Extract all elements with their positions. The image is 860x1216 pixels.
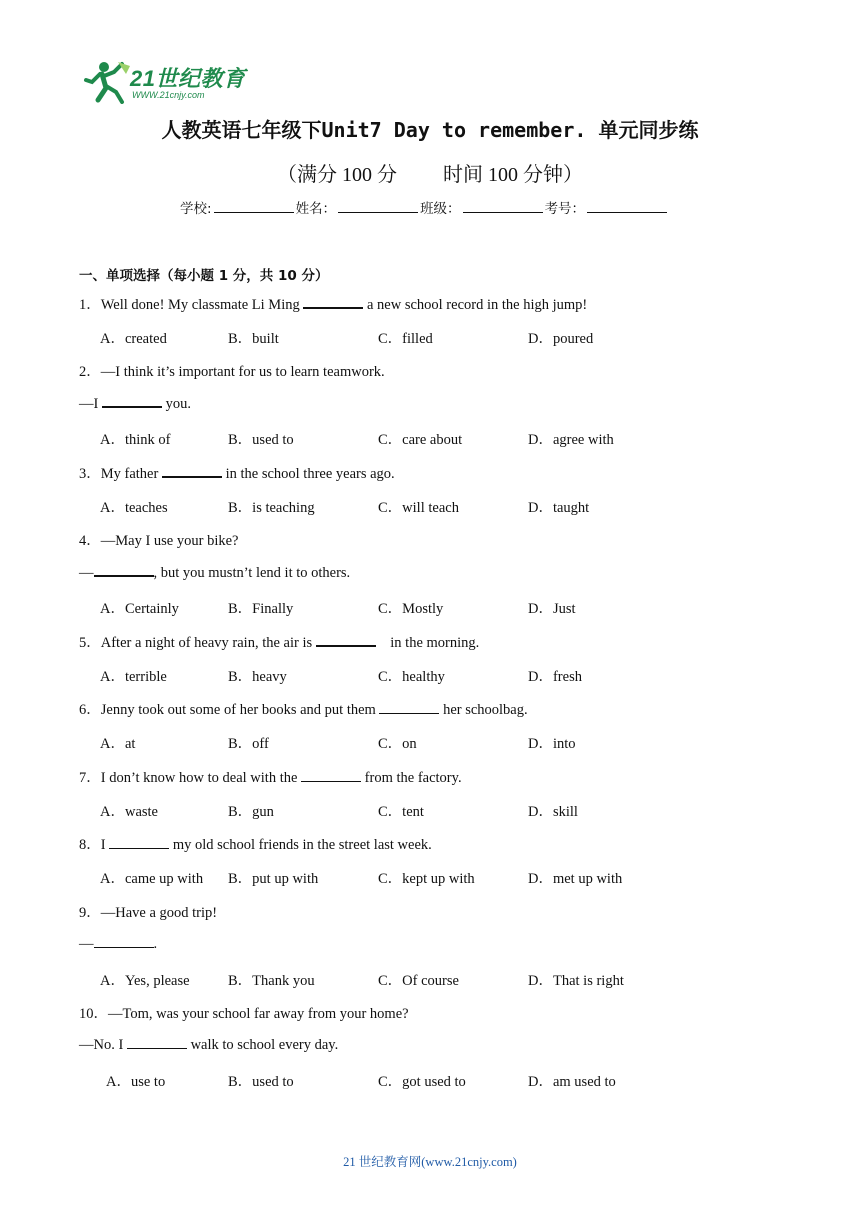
question-text: my old school friends in the street last week. <box>169 837 432 853</box>
answer-option[interactable]: A．created <box>100 331 167 347</box>
name-label: 姓名： <box>295 201 337 217</box>
question-text: you. <box>161 396 191 412</box>
answer-option[interactable]: A．at <box>100 736 136 752</box>
answer-option[interactable]: D．am used to <box>528 1074 616 1090</box>
question-text: in the morning. <box>375 635 480 651</box>
answer-blank[interactable] <box>316 633 376 647</box>
logo-url: WWW.21cnjy.com <box>132 90 205 100</box>
question-text: 3．My father <box>79 466 162 482</box>
question-text: —I <box>79 396 102 412</box>
question-line <box>79 394 191 413</box>
answer-option[interactable]: D．That is right <box>528 973 624 989</box>
answer-blank[interactable] <box>301 769 361 782</box>
exam-meta <box>0 158 860 187</box>
question-text: 9．—Have a good trip! <box>79 905 218 921</box>
question-text: walk to school every day. <box>186 1037 339 1053</box>
answer-option[interactable]: D．agree with <box>528 432 614 448</box>
class-field[interactable] <box>463 198 543 213</box>
question-text: in the school three years ago. <box>221 466 395 482</box>
question-line <box>79 529 238 550</box>
number-field[interactable] <box>587 198 667 213</box>
answer-option[interactable]: C．Mostly <box>378 601 444 617</box>
question-text: 1．Well done! My classmate Li Ming <box>79 297 304 313</box>
question-text: — <box>79 565 94 581</box>
answer-blank[interactable] <box>94 935 154 948</box>
answer-blank[interactable] <box>162 464 222 478</box>
answer-option[interactable]: A．Yes, please <box>100 973 190 989</box>
answer-option[interactable]: C．healthy <box>378 669 445 685</box>
question-line <box>79 833 432 854</box>
answer-blank[interactable] <box>127 1036 187 1049</box>
question-text: 8．I <box>79 837 110 853</box>
answer-option[interactable]: B．built <box>228 331 279 347</box>
answer-option[interactable]: D．poured <box>528 331 594 347</box>
logo-brand: 21世纪教育 <box>130 66 246 91</box>
answer-option[interactable]: B．put up with <box>228 871 319 887</box>
question-line <box>79 631 479 652</box>
answer-option[interactable]: D．met up with <box>528 871 623 887</box>
footer: 21 世纪教育网(www.21cnjy.com) <box>343 1155 517 1169</box>
answer-option[interactable]: A．waste <box>100 804 158 820</box>
answer-option[interactable]: C．will teach <box>378 500 459 516</box>
answer-option[interactable]: B．is teaching <box>228 500 315 516</box>
answer-option[interactable]: C．filled <box>378 331 433 347</box>
question-text: — <box>79 936 94 952</box>
question-text: 5．After a night of heavy rain, the air is <box>79 635 316 651</box>
answer-option[interactable]: C．kept up with <box>378 871 475 887</box>
answer-option[interactable]: D．taught <box>528 500 590 516</box>
runner-logo-icon <box>82 60 132 104</box>
answer-blank[interactable] <box>303 295 363 309</box>
answer-option[interactable]: B．used to <box>228 432 294 448</box>
question-text: —No. I <box>79 1037 127 1053</box>
answer-option[interactable]: C．got used to <box>378 1074 466 1090</box>
question-line <box>79 1036 338 1054</box>
question-line <box>79 462 395 483</box>
question-text: a new school record in the high jump! <box>363 297 588 313</box>
answer-option[interactable]: B．gun <box>228 804 274 820</box>
answer-option[interactable]: A．Certainly <box>100 601 179 617</box>
answer-option[interactable]: D．Just <box>528 601 576 617</box>
answer-option[interactable]: B．Thank you <box>228 973 315 989</box>
answer-option[interactable]: B．Finally <box>228 601 294 617</box>
answer-blank[interactable] <box>94 563 154 577</box>
answer-option[interactable]: A．use to <box>106 1074 166 1090</box>
question-line <box>79 293 587 314</box>
school-label: 学校: <box>180 201 212 217</box>
time-label: 时间 100 分钟） <box>443 164 583 186</box>
question-text: 4．—May I use your bike? <box>79 533 239 549</box>
logo <box>82 60 252 106</box>
answer-option[interactable]: B．used to <box>228 1074 294 1090</box>
question-text: 7．I don’t know how to deal with the <box>79 770 302 786</box>
question-line <box>79 901 217 922</box>
question-text: from the factory. <box>361 770 462 786</box>
section-heading: 一、单项选择（每小题 1 分，共 10 分） <box>79 268 329 284</box>
question-text: 6．Jenny took out some of her books and put them <box>79 702 380 718</box>
question-line <box>79 935 157 953</box>
student-info-row <box>180 197 669 217</box>
answer-option[interactable]: D．into <box>528 736 576 752</box>
answer-option[interactable]: C．on <box>378 736 417 752</box>
class-label: 班级： <box>420 201 461 217</box>
answer-option[interactable]: D．skill <box>528 804 578 820</box>
answer-option[interactable]: A．think of <box>100 432 171 448</box>
answer-option[interactable]: A．terrible <box>100 669 167 685</box>
answer-option[interactable]: C．care about <box>378 432 463 448</box>
answer-blank[interactable] <box>102 394 162 408</box>
school-field[interactable] <box>214 198 294 213</box>
number-label: 考号： <box>544 201 586 217</box>
answer-option[interactable]: A．came up with <box>100 871 204 887</box>
question-text: , but you mustn’t lend it to others. <box>153 565 351 581</box>
question-line <box>79 563 350 582</box>
answer-blank[interactable] <box>109 836 169 849</box>
question-text: her schoolbag. <box>439 702 528 718</box>
question-line <box>79 766 462 787</box>
answer-option[interactable]: A．teaches <box>100 500 168 516</box>
name-field[interactable] <box>338 198 418 213</box>
answer-option[interactable]: D．fresh <box>528 669 582 685</box>
question-text: 10．—Tom, was your school far away from your home? <box>79 1006 409 1022</box>
question-line <box>79 360 385 381</box>
question-line <box>79 698 528 719</box>
answer-option[interactable]: B．off <box>228 736 269 752</box>
answer-option[interactable]: C．Of course <box>378 973 459 989</box>
answer-blank[interactable] <box>379 701 439 714</box>
page-title: 人教英语七年级下Unit7 Day to remember. 单元同步练 <box>161 118 699 142</box>
question-line <box>79 1002 409 1023</box>
question-text: . <box>153 936 158 952</box>
answer-option[interactable]: B．heavy <box>228 669 287 685</box>
question-text: 2．—I think it’s important for us to learn teamwork. <box>79 364 385 380</box>
answer-option[interactable]: C．tent <box>378 804 424 820</box>
score-label: （满分 100 分 <box>277 164 397 186</box>
